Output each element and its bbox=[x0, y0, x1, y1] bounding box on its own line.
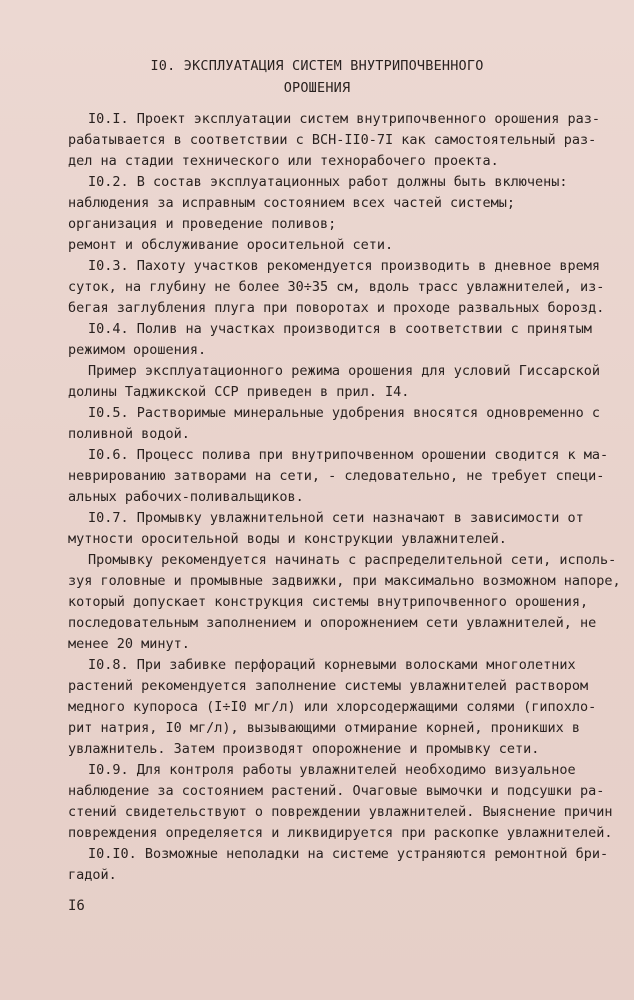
paragraph-line: Промывку рекомендуется начинать с распределительной сети, исполь- bbox=[88, 552, 617, 568]
paragraph-line: I0.4. Полив на участках производится в соответствии с принятым bbox=[88, 321, 592, 337]
paragraph-line: повреждения определяется и ликвидируется при раскопке увлажнителей. bbox=[68, 825, 613, 841]
paragraph-line: зуя головные и промывные задвижки, при максимально возможном напоре, bbox=[68, 573, 621, 589]
paragraph-line: альных рабочих-поливальщиков. bbox=[68, 489, 304, 505]
section-title-line-2: ОРОШЕНИЯ bbox=[283, 80, 351, 96]
page-number: I6 bbox=[68, 898, 85, 914]
paragraph-line: ремонт и обслуживание оросительной сети. bbox=[68, 237, 394, 253]
paragraph-line: Пример эксплуатационного режима орошения для условий Гиссарской bbox=[88, 363, 601, 379]
paragraph-line: гадой. bbox=[68, 867, 117, 883]
section-title-line-1: I0. ЭКСПЛУАТАЦИЯ СИСТЕМ ВНУТРИПОЧВЕННОГО bbox=[150, 58, 484, 74]
paragraph-line: I0.8. При забивке перфораций корневыми волосками многолетних bbox=[88, 657, 576, 673]
paragraph-line: I0.I0. Возможные неполадки на системе устраняются ремонтной бри- bbox=[88, 846, 609, 862]
paragraph-line: наблюдение за состоянием растений. Очаговые вымочки и подсушки ра- bbox=[68, 783, 605, 799]
paragraph-line: увлажнитель. Затем производят опорожнение и промывку сети. bbox=[68, 741, 540, 757]
paragraph-line: дел на стадии технического или технорабочего проекта. bbox=[68, 153, 499, 169]
paragraph-line: стений свидетельствуют о повреждении увлажнителей. Выяснение причин bbox=[68, 804, 613, 820]
paragraph-line: бегая заглубления плуга при поворотах и проходе развальных борозд. bbox=[68, 300, 605, 316]
paragraph-line: наблюдения за исправным состоянием всех частей системы; bbox=[68, 195, 516, 211]
paragraph-line: режимом орошения. bbox=[68, 342, 207, 358]
paragraph-line: менее 20 минут. bbox=[68, 636, 190, 652]
paragraph-line: I0.5. Растворимые минеральные удобрения вносятся одновременно с bbox=[88, 405, 601, 421]
paragraph-line: медного купороса (I÷I0 мг/л) или хлорсодержащими солями (гипохло- bbox=[68, 699, 597, 715]
paragraph-line: растений рекомендуется заполнение системы увлажнителей раствором bbox=[68, 678, 589, 694]
paragraph-line: I0.9. Для контроля работы увлажнителей необходимо визуальное bbox=[88, 762, 576, 778]
paragraph-line: I0.7. Промывку увлажнительной сети назначают в зависимости от bbox=[88, 510, 584, 526]
paragraph-line: I0.I. Проект эксплуатации систем внутрипочвенного орошения раз- bbox=[88, 111, 601, 127]
paragraph-line: неврированию затворами на сети, - следовательно, не требует специ- bbox=[68, 468, 605, 484]
paragraph-line: I0.3. Пахоту участков рекомендуется производить в дневное время bbox=[88, 258, 601, 274]
paragraph-line: организация и проведение поливов; bbox=[68, 216, 337, 232]
paragraph-line: мутности оросительной воды и конструкции увлажнителей. bbox=[68, 531, 507, 547]
paragraph-line: поливной водой. bbox=[68, 426, 190, 442]
paragraph-line: суток, на глубину не более 30÷35 см, вдоль трасс увлажнителей, из- bbox=[68, 279, 605, 295]
paragraph-line: I0.2. В состав эксплуатационных работ должны быть включены: bbox=[88, 174, 568, 190]
paragraph-line: рит натрия, I0 мг/л), вызывающими отмирание корней, проникших в bbox=[68, 720, 581, 736]
paragraph-line: рабатывается в соответствии с ВСН-II0-7I как самостоятельный раз- bbox=[68, 132, 597, 148]
paragraph-line: который допускает конструкция системы внутрипочвенного орошения, bbox=[68, 594, 589, 610]
paragraph-line: последовательным заполнением и опорожнением сети увлажнителей, не bbox=[68, 615, 597, 631]
paragraph-line: долины Таджикской ССР приведен в прил. I4. bbox=[68, 384, 410, 400]
paragraph-line: I0.6. Процесс полива при внутрипочвенном орошении сводится к ма- bbox=[88, 447, 609, 463]
